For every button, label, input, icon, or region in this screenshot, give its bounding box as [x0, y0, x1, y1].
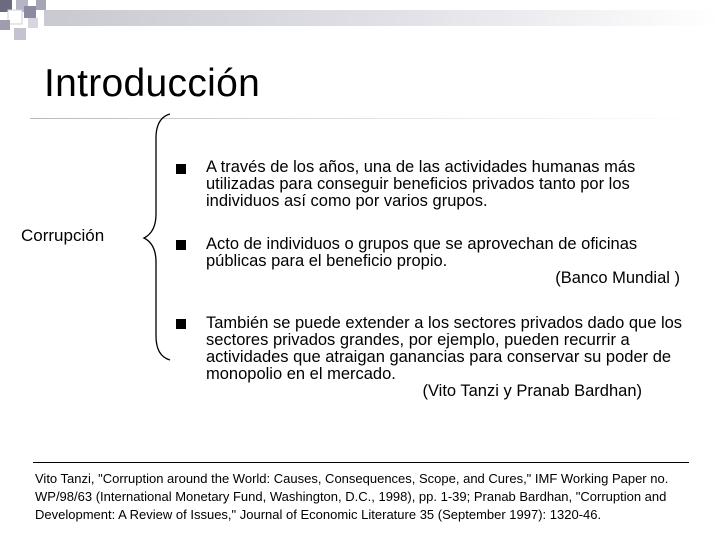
definition-item	[206, 315, 696, 400]
left-brace	[138, 112, 178, 362]
attribution: (Vito Tanzi y Pranab Bardhan)	[422, 382, 642, 400]
bullet-icon	[176, 319, 186, 329]
footnote-rule	[33, 462, 689, 463]
decorative-header-bar	[0, 0, 720, 44]
definition-text: Acto de individuos o grupos que se aprovechan de oficinas públicas para el beneficio propio.	[206, 235, 638, 270]
definition-text: A través de los años, una de las actividades humanas más utilizadas para conseguir beneficios privados tanto por los individuos así como por varios grupos.	[206, 158, 636, 210]
definition-text: También se puede extender a los sectores privados dado que los sectores privados grandes, por ejemplo, pueden recurrir a actividades que atraigan ganancias para conservar su poder de monopolio en el mercado.	[206, 314, 683, 383]
attribution: (Banco Mundial )	[555, 269, 680, 287]
slide-title: Introducción	[44, 62, 261, 105]
definition-item	[206, 159, 696, 210]
term-label: Corrupción	[21, 226, 105, 245]
title-underline	[30, 118, 710, 119]
bullet-icon	[176, 164, 186, 174]
definition-item	[206, 236, 696, 287]
footnote: Vito Tanzi, "Corruption around the World: Causes, Consequences, Scope, and Cures," IMF Working Paper no. WP/98/63 (International Monetary Fund, Washington, D.C., 1998), pp. 1-39; Pranab Bardhan, "Corruption and Development: A Review of Issues," Journal of Economic Literature 35 (September 1997): 1320-46.	[35, 471, 669, 522]
bullet-icon	[176, 240, 186, 250]
